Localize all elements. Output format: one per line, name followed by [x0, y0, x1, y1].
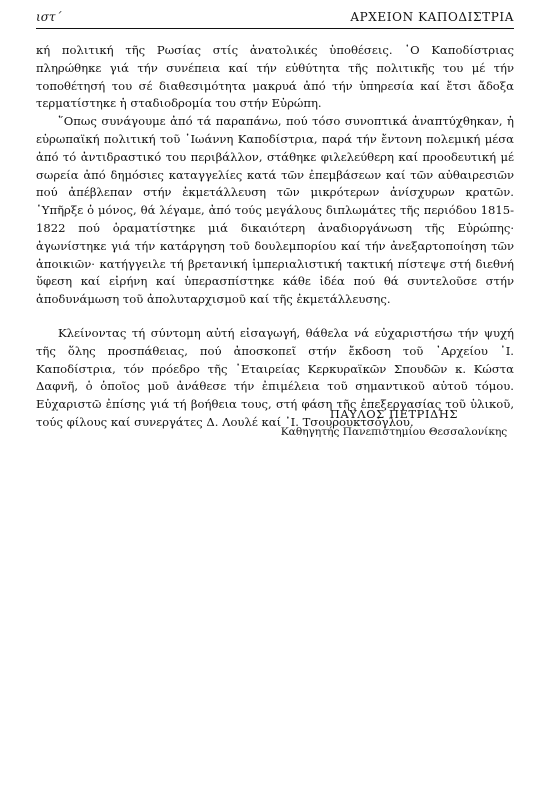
- running-header: [36, 10, 514, 29]
- body-text: [36, 42, 514, 432]
- author-name: ΠΑΥΛΟΣ ΠΕΤΡΙΔΗΣ: [329, 407, 459, 421]
- page-number: ιστ´: [36, 10, 62, 24]
- author-title: Καθηγητής Πανεπιστημίου Θεσσαλονίκης: [280, 426, 508, 438]
- paragraph-european-policy: ῞Οπως συνάγουμε ἀπό τά παραπάνω, πού τόσο συνοπτικά ἀναπτύχθηκαν, ἡ εὐρωπαϊκή πολιτική τοῦ ᾿Ιωάννη Καποδίστρια, παρά τήν ἔντονη πολεμική μέσα ἀπό τό ἀντιδραστικό του περιβάλλον, στάθηκε φιλελεύθερη καί προοδευτική μέ σωρεία ἀπό δημόσιες καταγγελίες κατά τῶν ἐπεμβάσεων καί τῶν αὐθαιρεσιῶν πού ἀπέβλεπαν στήν ἐκμετάλλευση τῶν μικρότερων ἀνίσχυρων κρατῶν. ῾Υπῆρξε ὁ μόνος, θά λέγαμε, ἀπό τούς μεγάλους διπλωμάτες τῆς περιόδου 1815-1822 πού ὁραματίστηκε μιά δικαιότερη ἀναδιοργάνωση τῆς Εὐρώπης· ἀγωνίστηκε γιά τήν κατάργηση τοῦ δουλεμπορίου καί τήν ἀνεξαρτοποίηση τῶν ἀποικιῶν· κατήγγειλε τή βρετανική ἰμπεριαλιστική τακτική πίστεψε στή διεθνή ὕφεση καί εἰρήνη καί ὑπερασπίστηκε κάθε ἰδέα πού θά συντελοῦσε στήν ἀποδυνάμωση τοῦ ἀπολυταρχισμοῦ καί τῆς ἐκμετάλλευσης.: [36, 114, 514, 307]
- paragraph-acknowledgements: Κλείνοντας τή σύντομη αὐτή εἰσαγωγή, θάθελα νά εὐχαριστήσω τήν ψυχή τῆς ὅλης προσπάθειας, πού ἀποσκοπεῖ στήν ἔκδοση τοῦ ᾿Αρχείου ᾿Ι. Καποδίστρια, τόν πρόεδρο τῆς ᾿Εταιρείας Κερκυραϊκῶν Σπουδῶν κ. Κώστα Δαφνῆ, ὁ ὁποῖος μοῦ ἀνάθεσε τήν ἐπιμέλεια τοῦ σημαντικοῦ αὐτοῦ τόμου. Εὐχαριστῶ ἐπίσης γιά τή βοήθεια τους, στή φάση τῆς ἐπεξεργασίας τοῦ ὑλικοῦ, τούς φίλους καί συνεργάτες Δ. Λουλέ καί ᾿Ι. Τσουρουκτσόγλου.: [36, 325, 514, 429]
- signature-block: [274, 405, 514, 441]
- paragraph-continuation: κή πολιτική τῆς Ρωσίας στίς ἀνατολικές ὑποθέσεις. ῾Ο Καποδίστριας πληρώθηκε γιά τήν συνέπεια καί τήν εὐθύτητα τῆς πολιτικῆς του μέ τήν τοποθέτησή του σέ διαθεσιμότητα μακρυά ἀπό τήν ὑπηρεσία καί ἔτσι ἄδοξα τερματίστηκε ἡ σταδιοδρομία του στήν Εὐρώπη.: [36, 43, 514, 111]
- running-title: ΑΡΧΕΙΟΝ ΚΑΠΟΔΙΣΤΡΙΑ: [350, 10, 514, 24]
